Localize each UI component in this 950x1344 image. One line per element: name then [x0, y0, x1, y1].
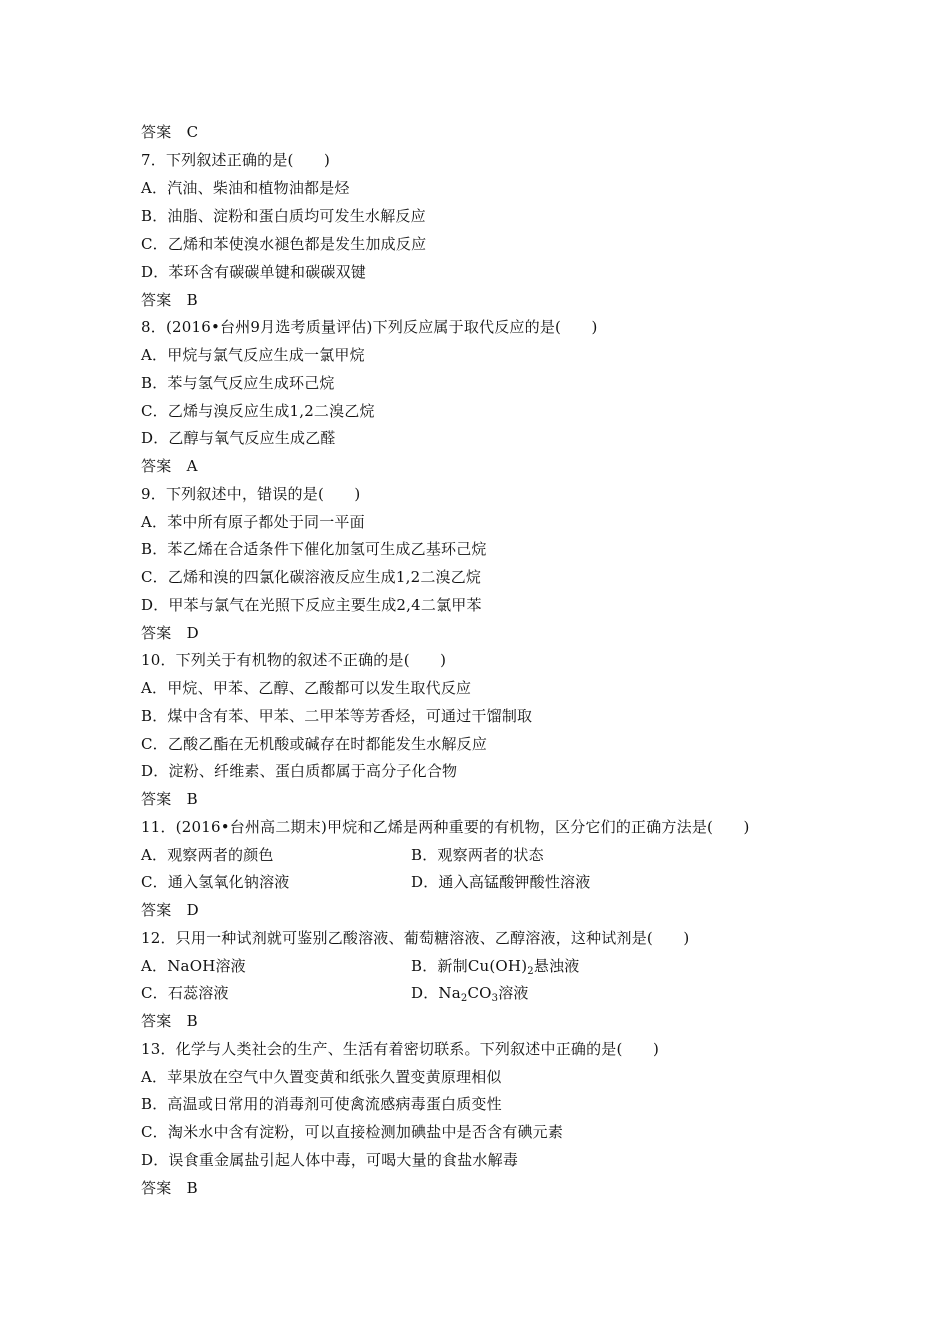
question-10-option-b: B．煤中含有苯、甲苯、二甲苯等芳香烃，可通过干馏制取 — [141, 707, 533, 725]
option-d-text: D．Na — [411, 984, 461, 1002]
question-9-option-b: B．苯乙烯在合适条件下催化加氢可生成乙基环己烷 — [141, 540, 487, 558]
question-11-option-b: B．观察两者的状态 — [411, 846, 544, 864]
question-11-stem: 11．(2016•台州高二期末)甲烷和乙烯是两种重要的有机物，区分它们的正确方法是( ) — [141, 818, 750, 836]
question-12-stem: 12．只用一种试剂就可鉴别乙酸溶液、葡萄糖溶液、乙醇溶液，这种试剂是( ) — [141, 929, 690, 947]
question-7-option-c: C．乙烯和苯使溴水褪色都是发生加成反应 — [141, 235, 427, 253]
question-10-answer: 答案 B — [141, 790, 198, 808]
question-12-answer: 答案 B — [141, 1012, 198, 1030]
question-12-option-c: C．石蕊溶液 — [141, 984, 229, 1002]
question-11-option-d: D．通入高锰酸钾酸性溶液 — [411, 873, 591, 891]
question-8-option-c: C．乙烯与溴反应生成1,2二溴乙烷 — [141, 402, 375, 420]
question-10-stem: 10．下列关于有机物的叙述不正确的是( ) — [141, 651, 447, 669]
question-7-stem: 7．下列叙述正确的是( ) — [141, 151, 331, 169]
question-10-option-d: D．淀粉、纤维素、蛋白质都属于高分子化合物 — [141, 762, 458, 780]
question-11-option-c: C．通入氢氧化钠溶液 — [141, 873, 290, 891]
question-10-option-a: A．甲烷、甲苯、乙醇、乙酸都可以发生取代反应 — [141, 679, 472, 697]
question-13-option-a: A．苹果放在空气中久置变黄和纸张久置变黄原理相似 — [141, 1068, 502, 1086]
question-8-option-b: B．苯与氢气反应生成环己烷 — [141, 374, 335, 392]
subscript-2: 2 — [460, 993, 468, 1004]
question-12-option-a: A．NaOH溶液 — [141, 957, 246, 975]
question-10-option-c: C．乙酸乙酯在无机酸或碱存在时都能发生水解反应 — [141, 735, 488, 753]
question-11-option-a: A．观察两者的颜色 — [141, 846, 274, 864]
question-13-stem: 13．化学与人类社会的生产、生活有着密切联系。下列叙述中正确的是( ) — [141, 1040, 659, 1058]
question-7-option-a: A．汽油、柴油和植物油都是烃 — [141, 179, 350, 197]
question-8-stem: 8．(2016•台州9月选考质量评估)下列反应属于取代反应的是( ) — [141, 318, 598, 336]
option-b-suffix: 悬浊液 — [533, 957, 580, 975]
option-d-suffix: 溶液 — [498, 984, 529, 1002]
subscript-2: 2 — [527, 966, 534, 977]
question-11-answer: 答案 D — [141, 901, 199, 919]
subscript-3: 3 — [491, 993, 499, 1004]
question-9-option-c: C．乙烯和溴的四氯化碳溶液反应生成1,2二溴乙烷 — [141, 568, 482, 586]
question-13-answer: 答案 B — [141, 1179, 198, 1197]
question-9-stem: 9．下列叙述中，错误的是( ) — [141, 485, 361, 503]
option-b-text: B．新制Cu(OH) — [411, 957, 528, 975]
question-7-answer: 答案 B — [141, 291, 198, 309]
question-9-answer: 答案 D — [141, 624, 199, 642]
question-9-option-a: A．苯中所有原子都处于同一平面 — [141, 513, 365, 531]
question-13-option-d: D．误食重金属盐引起人体中毒，可喝大量的食盐水解毒 — [141, 1151, 519, 1169]
question-12-option-d — [411, 981, 529, 1005]
question-7-option-b: B．油脂、淀粉和蛋白质均可发生水解反应 — [141, 207, 426, 225]
answer-prev: 答案 C — [141, 123, 199, 141]
question-13-option-b: B．高温或日常用的消毒剂可使禽流感病毒蛋白质变性 — [141, 1095, 502, 1113]
question-7-option-d: D．苯环含有碳碳单键和碳碳双键 — [141, 263, 367, 281]
question-8-option-a: A．甲烷与氯气反应生成一氯甲烷 — [141, 346, 365, 364]
question-8-answer: 答案 A — [141, 457, 198, 475]
question-13-option-c: C．淘米水中含有淀粉，可以直接检测加碘盐中是否含有碘元素 — [141, 1123, 564, 1141]
question-9-option-d: D．甲苯与氯气在光照下反应主要生成2,4二氯甲苯 — [141, 596, 482, 614]
question-12-option-b — [411, 954, 579, 978]
option-d-formula: CO — [467, 984, 492, 1002]
question-8-option-d: D．乙醇与氧气反应生成乙醛 — [141, 429, 336, 447]
